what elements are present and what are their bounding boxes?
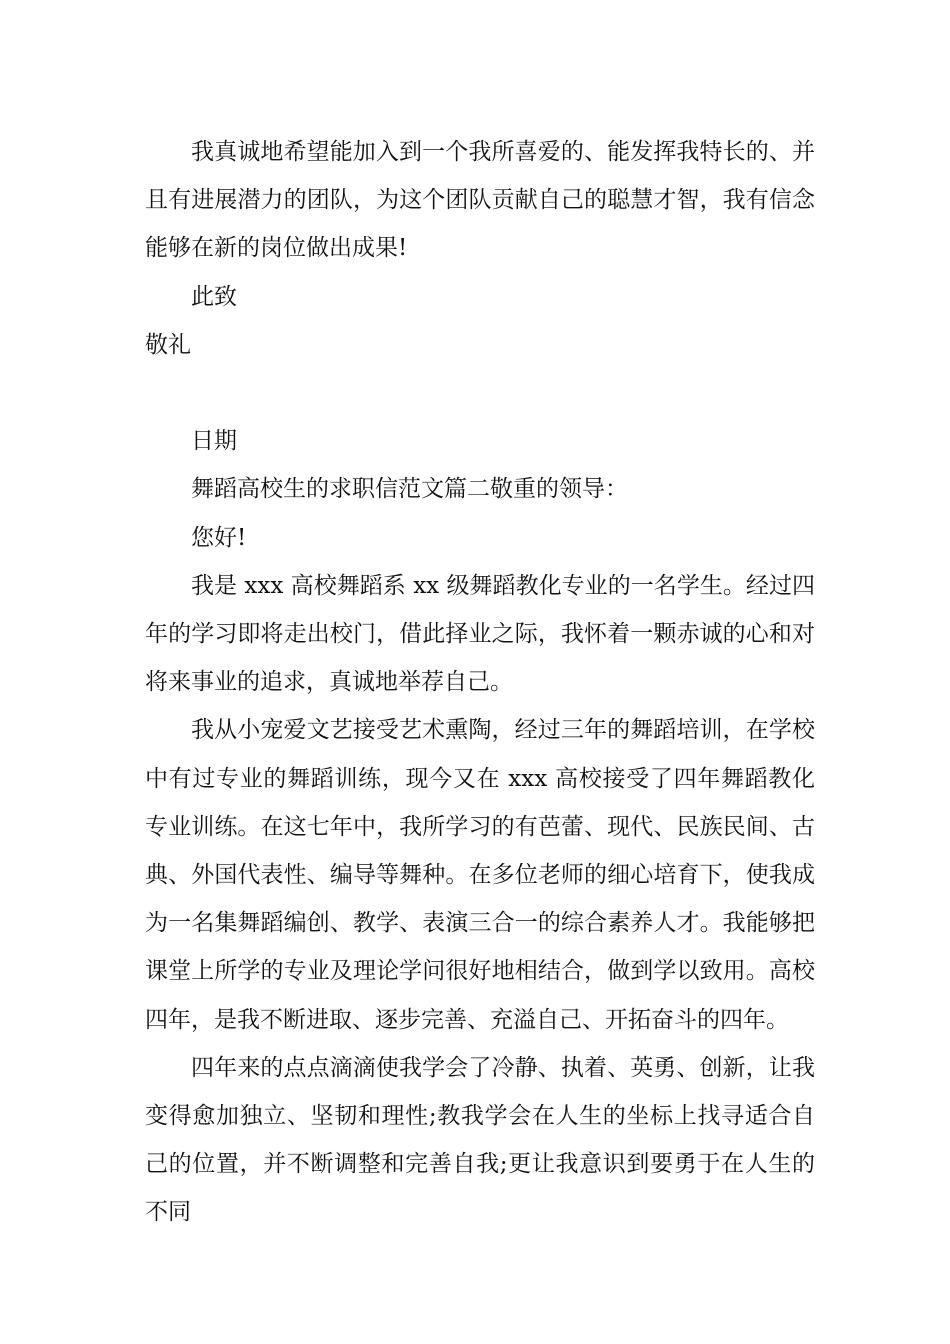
- salutation-cizhi: 此致: [191, 283, 237, 310]
- paragraph-closing-hope: 我真诚地希望能加入到一个我所喜爱的、能发挥我特长的、并且有进展潜力的团队，为这个团队贡献自己的聪慧才智，我有信念能够在新的岗位做出成果!: [145, 139, 815, 262]
- date-label: 日期: [191, 428, 237, 455]
- letter-body: [145, 128, 815, 1237]
- paragraph-introduction: 我是 xxx 高校舞蹈系 xx 级舞蹈教化专业的一名学生。经过四年的学习即将走出校门，借此择业之际，我怀着一颗赤诚的心和对将来事业的追求，真诚地举荐自己。: [145, 572, 815, 696]
- letter-two-heading: 舞蹈高校生的求职信范文篇二敬重的领导：: [191, 476, 628, 503]
- greeting: 您好!: [191, 524, 247, 551]
- paragraph-growth: 四年来的点点滴滴使我学会了冷静、执着、英勇、创新，让我变得愈加独立、坚韧和理性;教我学会在人生的坐标上找寻适合自己的位置，并不断调整和完善自我;更让我意识到要勇于在人生的不同: [145, 1054, 815, 1226]
- blank-line: [145, 369, 815, 417]
- paragraph-training: 我从小宠爱文艺接受艺术熏陶，经过三年的舞蹈培训，在学校中有过专业的舞蹈训练，现今又在 xxx 高校接受了四年舞蹈教化专业训练。在这七年中，我所学习的有芭蕾、现代、民族民间、古典、外国代表性、编导等舞种。在多位老师的细心培育下，使我成为一名集舞蹈编创、教学、表演三合一的综合素养人才。我能够把课堂上所学的专业及理论学问很好地相结合，做到学以致用。高校四年，是我不断进取、逐步完善、充溢自己、开拓奋斗的四年。: [145, 717, 815, 1033]
- salutation-jingli: 敬礼: [145, 331, 191, 358]
